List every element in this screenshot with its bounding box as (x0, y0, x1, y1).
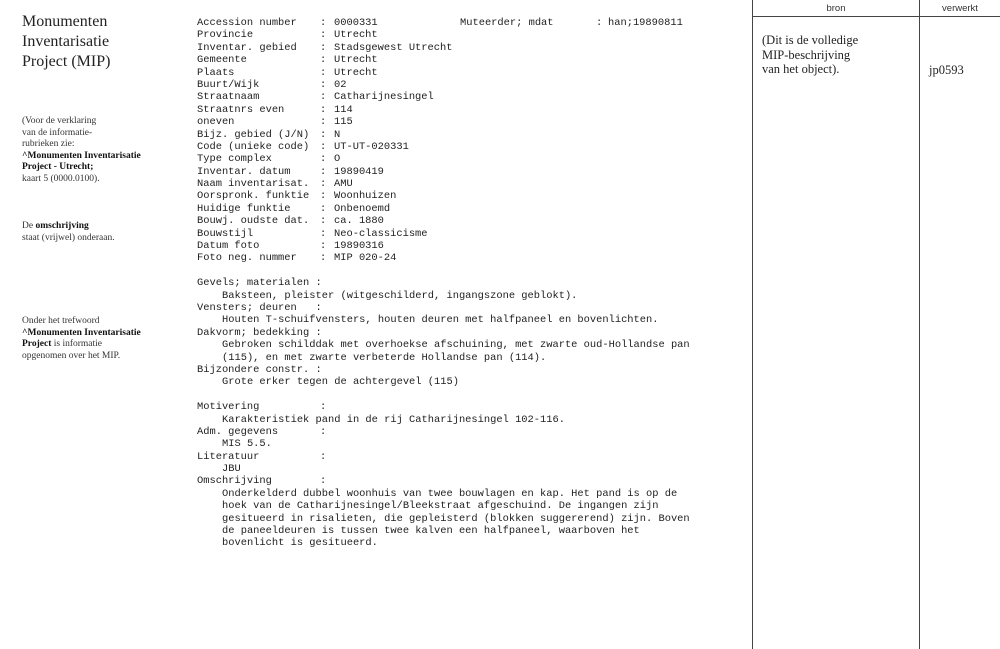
section-colon: : (320, 401, 327, 414)
section-colon: : (320, 425, 327, 438)
field-value: Woonhuizen (334, 190, 397, 203)
description-note-line: staat (vrijwel) onderaan. (22, 232, 115, 243)
section-label: Vensters; deuren : (197, 301, 322, 314)
section-text-line: hoek van de Catharijnesingel/Bleekstraat afgeschuind. De ingangen zijn (222, 500, 659, 513)
record-field-row (197, 29, 747, 41)
record-field-row (197, 178, 747, 190)
field-colon: : (320, 17, 327, 29)
field-value: MIP 020-24 (334, 252, 397, 265)
field-colon: : (320, 153, 327, 166)
field-label: Bouwstijl (197, 227, 254, 240)
field-label: Type complex (197, 153, 272, 166)
record-sections-description (197, 277, 747, 389)
field-label: Provincie (197, 29, 254, 42)
field-extra-value: han;19890811 (608, 17, 683, 29)
section-label: Gevels; materialen : (197, 277, 322, 290)
record-section (197, 302, 747, 327)
field-label: Buurt/Wijk (197, 78, 260, 91)
section-text-line: Karakteristiek pand in de rij Catharijnesingel 102-116. (222, 413, 565, 426)
field-label: Datum foto (197, 240, 260, 253)
section-label: Omschrijving (197, 475, 272, 488)
section-colon: : (320, 475, 327, 488)
monument-record (197, 17, 747, 550)
keyword-note-line (22, 339, 182, 351)
info-note-line: (Voor de verklaring (22, 116, 97, 126)
bron-line: MIP-beschrijving (762, 47, 851, 62)
section-label-row (197, 475, 747, 487)
field-value: Catharijnesingel (334, 91, 434, 104)
field-colon: : (320, 190, 327, 203)
field-value: AMU (334, 178, 353, 191)
record-field-row (197, 116, 747, 128)
description-note-prefix: De (22, 221, 36, 231)
keyword-note (22, 316, 182, 362)
field-colon: : (320, 215, 327, 228)
section-text-line: de paneeldeuren is tussen twee kalven een halfpaneel, waarboven het (222, 525, 640, 538)
section-text (197, 414, 747, 426)
field-colon: : (320, 128, 327, 141)
record-field-row (197, 104, 747, 116)
field-colon: : (320, 240, 327, 253)
field-value: Utrecht (334, 66, 378, 79)
section-text (197, 314, 747, 326)
record-field-row (197, 240, 747, 252)
section-text-line: Baksteen, pleister (witgeschilderd, ingangszone geblokt). (222, 289, 578, 302)
record-field-row (197, 228, 747, 240)
left-column (22, 12, 182, 72)
mip-title (22, 12, 182, 72)
field-colon: : (596, 17, 603, 29)
section-text-line: (115), en met zwarte verbeterde Hollandse pan (114). (222, 351, 547, 364)
section-text (197, 376, 747, 388)
field-label: Bouwj. oudste dat. (197, 215, 310, 228)
keyword-note-line (22, 328, 182, 340)
section-label-row (197, 451, 747, 463)
field-colon: : (320, 227, 327, 240)
field-colon: : (320, 178, 327, 191)
field-value: Stadsgewest Utrecht (334, 41, 453, 54)
field-value: O (334, 153, 341, 166)
table-divider-mid (919, 0, 920, 649)
field-value: 19890419 (334, 165, 384, 178)
field-label: Gemeente (197, 54, 247, 67)
section-label-row (197, 401, 747, 413)
field-colon: : (320, 116, 327, 129)
field-label: Huidige funktie (197, 202, 291, 215)
field-extra-label: Muteerder; mdat (460, 17, 554, 29)
section-label-row (197, 364, 747, 376)
section-text (197, 488, 747, 550)
field-label: Foto neg. nummer (197, 252, 297, 265)
spacer (197, 265, 747, 277)
record-field-row (197, 166, 747, 178)
field-colon: : (320, 41, 327, 54)
record-field-row (197, 153, 747, 165)
field-value: 02 (334, 78, 347, 91)
field-value: 19890316 (334, 240, 384, 253)
record-section (197, 475, 747, 549)
header-verwerkt: verwerkt (942, 3, 978, 14)
info-note-line (22, 151, 182, 163)
field-label: Code (unieke code) (197, 140, 310, 153)
verwerkt-cell: jp0593 (929, 63, 964, 77)
spacer (197, 389, 747, 401)
field-colon: : (320, 91, 327, 104)
field-colon: : (320, 252, 327, 265)
keyword-note-reference: Project (22, 339, 52, 349)
section-label-row (197, 426, 747, 438)
record-section (197, 327, 747, 364)
section-label-row (197, 277, 747, 289)
description-note-keyword: omschrijving (35, 221, 89, 231)
field-label: Inventar. datum (197, 165, 291, 178)
info-note-line: van de informatie- (22, 127, 93, 138)
info-note (22, 116, 182, 185)
field-value: Utrecht (334, 54, 378, 67)
field-value: UT-UT-020331 (334, 140, 409, 153)
section-text (197, 438, 747, 450)
record-field-row (197, 42, 747, 54)
field-value: Utrecht (334, 29, 378, 42)
header-bron: bron (826, 3, 846, 14)
field-value: 115 (334, 116, 353, 129)
section-text-line: Grote erker tegen de achtergevel (115) (222, 376, 459, 389)
section-colon: : (320, 450, 327, 463)
section-label: Bijzondere constr. : (197, 363, 322, 376)
field-colon: : (320, 140, 327, 153)
keyword-note-text: is informatie (51, 339, 103, 349)
mip-title-line: Monumenten (22, 13, 108, 30)
field-value: N (334, 128, 341, 141)
record-section (197, 364, 747, 389)
description-note-line (22, 221, 182, 233)
field-colon: : (320, 54, 327, 67)
field-value: 0000331 (334, 17, 378, 29)
section-text-line: Houten T-schuifvensters, houten deuren met halfpaneel en bovenlichten. (222, 314, 659, 327)
field-colon: : (320, 29, 327, 42)
record-field-row (197, 252, 747, 264)
info-note-reference: Project - Utrecht; (22, 162, 94, 172)
section-label: Literatuur (197, 450, 260, 463)
bron-line: van het object). (762, 62, 840, 76)
bron-line: (Dit is de volledige (762, 33, 859, 47)
section-label: Adm. gegevens (197, 425, 279, 438)
section-text-line: JBU (222, 463, 241, 476)
section-text-line: bovenlicht is gesitueerd. (222, 537, 378, 550)
section-label-row (197, 327, 747, 339)
field-value: ca. 1880 (334, 215, 384, 228)
record-field-row (197, 141, 747, 153)
keyword-note-line: opgenomen over het MIP. (22, 350, 121, 361)
field-label: Straatnrs even (197, 103, 285, 116)
mip-title-line: Inventarisatie (22, 33, 110, 50)
field-label: oneven (197, 116, 235, 129)
record-section (197, 401, 747, 426)
field-label: Inventar. gebied (197, 41, 297, 54)
field-colon: : (320, 66, 327, 79)
mip-title-line: Project (MIP) (22, 53, 111, 70)
record-field-row (197, 190, 747, 202)
table-divider-left (752, 0, 753, 649)
record-field-row (197, 17, 747, 29)
section-text (197, 339, 747, 364)
bron-cell (762, 33, 922, 77)
info-note-line (22, 162, 182, 174)
info-note-reference: ^Monumenten Inventarisatie (22, 150, 141, 161)
record-sections-admin (197, 401, 747, 550)
record-section (197, 277, 747, 302)
field-label: Bijz. gebied (J/N) (197, 128, 310, 141)
field-colon: : (320, 165, 327, 178)
record-field-row (197, 129, 747, 141)
field-label: Naam inventarisat. (197, 178, 310, 191)
info-note-line: kaart 5 (0000.0100). (22, 173, 100, 184)
field-colon: : (320, 202, 327, 215)
table-header-rule (752, 16, 1000, 17)
keyword-note-reference: ^Monumenten Inventarisatie (22, 327, 141, 338)
record-field-row (197, 67, 747, 79)
field-label: Oorspronk. funktie (197, 190, 310, 203)
field-label: Plaats (197, 66, 235, 79)
section-label-row (197, 302, 747, 314)
record-section (197, 451, 747, 476)
field-value: Onbenoemd (334, 202, 391, 215)
record-field-row (197, 215, 747, 227)
section-text-line: Gebroken schilddak met overhoekse afschuining, met zwarte oud-Hollandse pan (222, 339, 690, 352)
record-field-row (197, 91, 747, 103)
keyword-note-line: Onder het trefwoord (22, 316, 100, 326)
field-label: Accession number (197, 17, 297, 29)
section-text (197, 463, 747, 475)
field-colon: : (320, 103, 327, 116)
section-text-line: Onderkelderd dubbel woonhuis van twee bouwlagen en kap. Het pand is op de (222, 487, 678, 500)
description-note (22, 221, 182, 244)
info-note-line: rubrieken zie: (22, 139, 75, 149)
record-fields (197, 17, 747, 265)
field-colon: : (320, 78, 327, 91)
section-text-line: gesitueerd in risalieten, die gepleisterd (blokken suggererend) zijn. Boven (222, 512, 690, 525)
section-text-line: MIS 5.5. (222, 438, 272, 451)
record-field-row (197, 203, 747, 215)
record-field-row (197, 54, 747, 66)
section-text (197, 290, 747, 302)
field-value: 114 (334, 103, 353, 116)
record-section (197, 426, 747, 451)
field-value: Neo-classicisme (334, 227, 428, 240)
record-field-row (197, 79, 747, 91)
section-label: Motivering (197, 401, 260, 414)
field-label: Straatnaam (197, 91, 260, 104)
section-label: Dakvorm; bedekking : (197, 326, 322, 339)
